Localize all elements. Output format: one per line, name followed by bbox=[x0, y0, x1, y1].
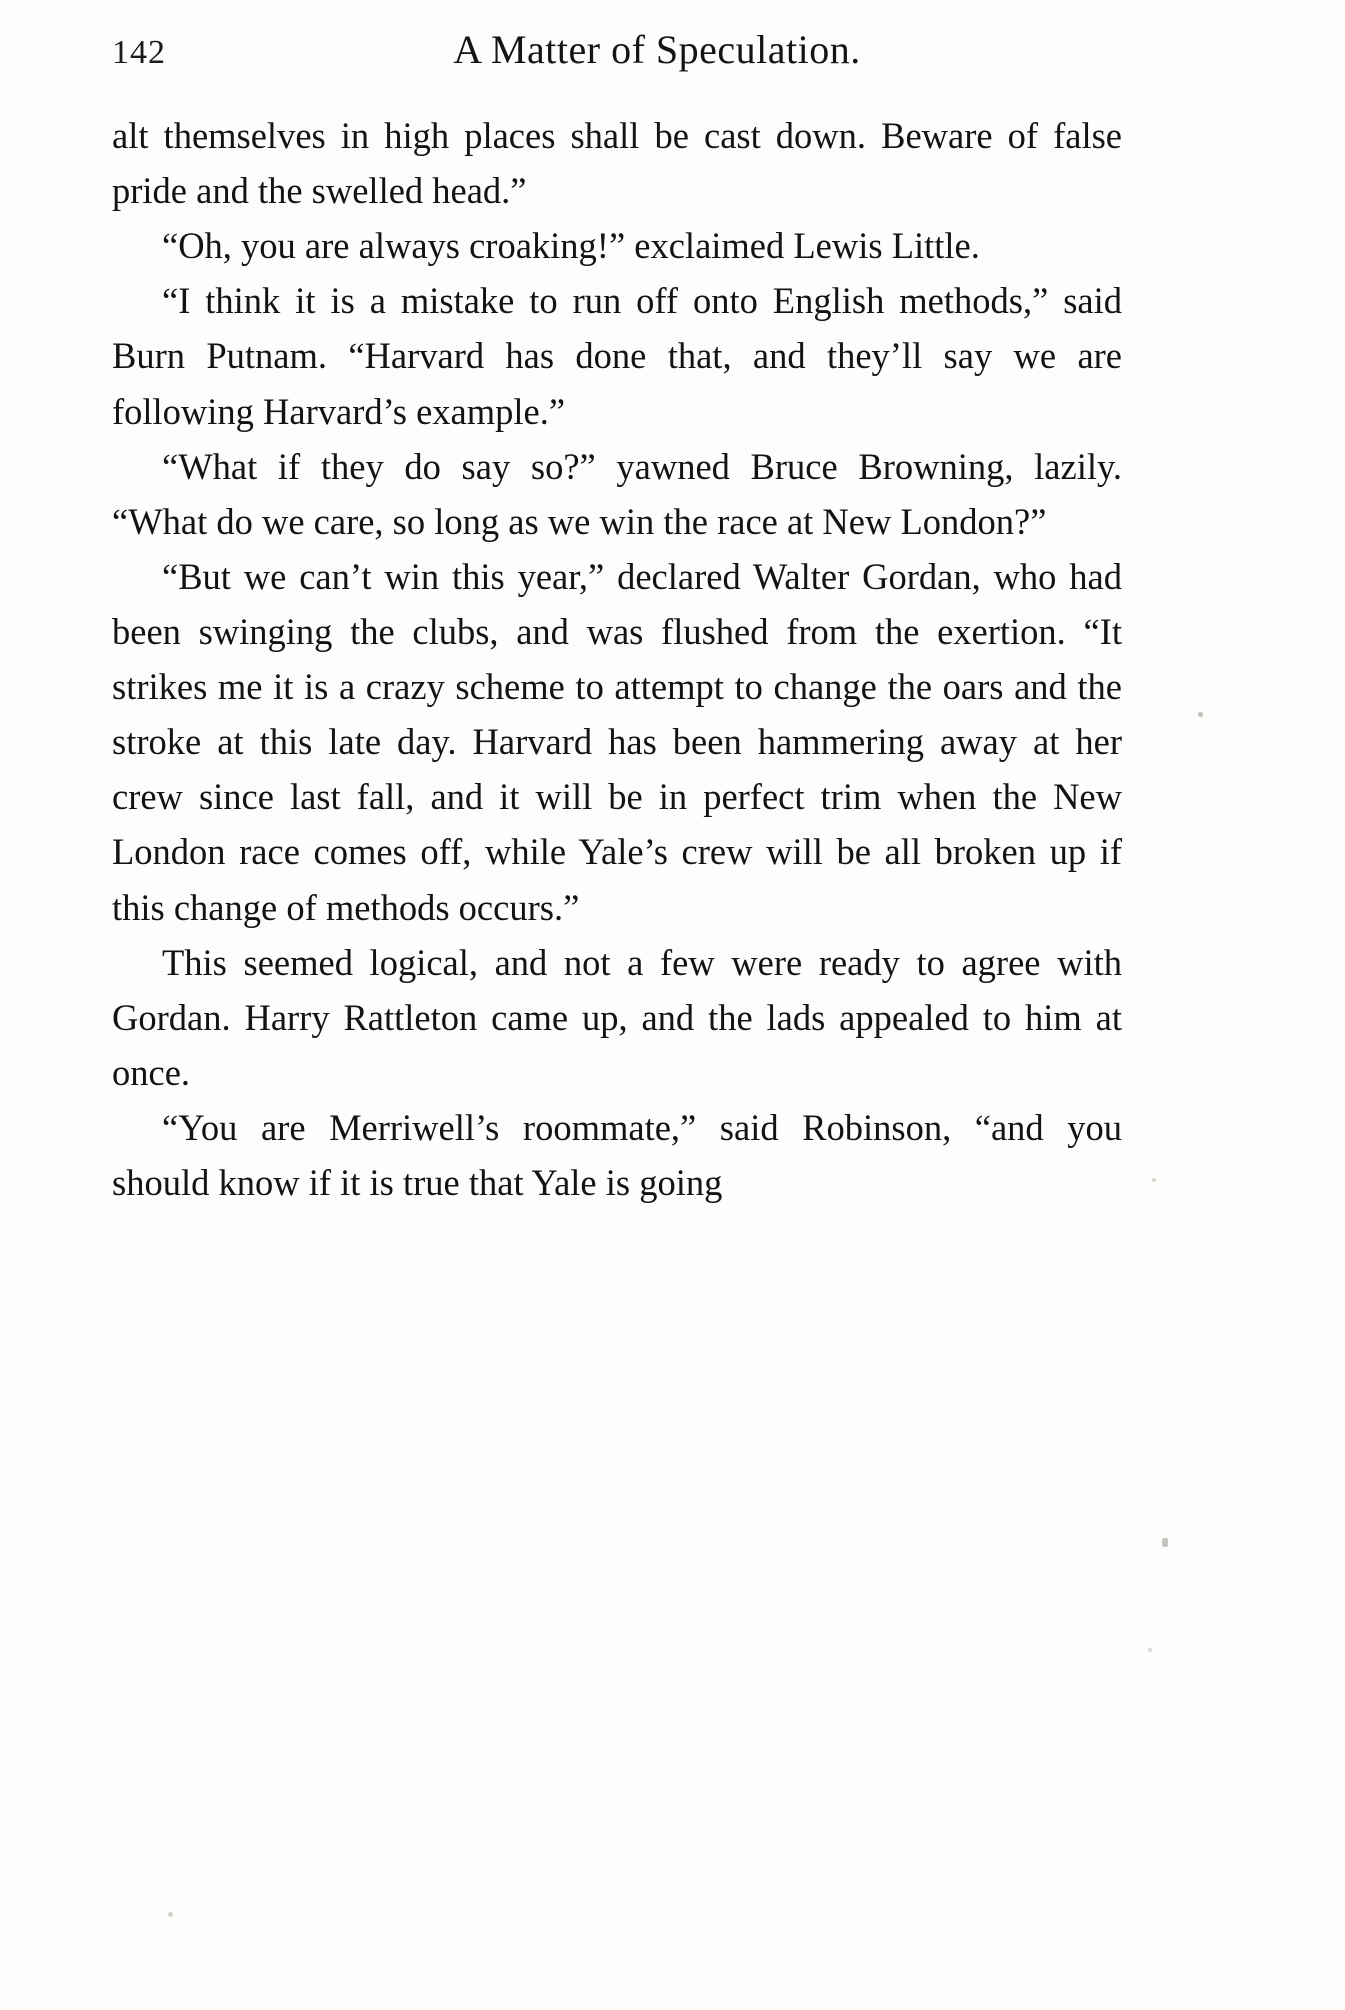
page-blemish bbox=[1162, 1538, 1168, 1547]
paragraph: “Oh, you are always croaking!” exclaimed Lewis Little. bbox=[162, 225, 980, 267]
page-blemish bbox=[168, 1912, 173, 1917]
paragraph: alt themselves in high places shall be cast down. Beware of false pride and the swelled head.” bbox=[112, 115, 1122, 212]
page-blemish bbox=[1152, 1178, 1156, 1182]
paragraph: “What if they do say so?” yawned Bruce Browning, lazily. “What do we care, so long as we win the race at New London?” bbox=[112, 445, 1122, 542]
page-content bbox=[112, 26, 1172, 1210]
body-text bbox=[112, 108, 1122, 1210]
page-blemish bbox=[1148, 1648, 1152, 1652]
paragraph: This seemed logical, and not a few were ready to agree with Gordan. Harry Rattleton came up, and the lads appealed to him at once. bbox=[112, 941, 1122, 1093]
paragraph: “But we can’t win this year,” declared Walter Gordan, who had been swinging the clubs, and was flushed from the exertion. “It strikes me it is a crazy scheme to attempt to change the oars and the stroke at this late day. Harvard has been hammering away at her crew since last fall, and it will be in perfect trim when the New London race comes off, while Yale’s crew will be all broken up if this change of methods occurs.” bbox=[112, 555, 1122, 928]
page-number: 142 bbox=[112, 34, 166, 71]
page-header bbox=[112, 26, 1172, 96]
running-title: A Matter of Speculation. bbox=[453, 27, 861, 72]
paragraph: “I think it is a mistake to run off onto English methods,” said Burn Putnam. “Harvard has done that, and they’ll say we are following Harvard’s example.” bbox=[112, 280, 1122, 432]
paragraph: “You are Merriwell’s roommate,” said Robinson, “and you should know if it is true that Yale is going bbox=[112, 1106, 1122, 1204]
page-blemish bbox=[1198, 712, 1203, 717]
